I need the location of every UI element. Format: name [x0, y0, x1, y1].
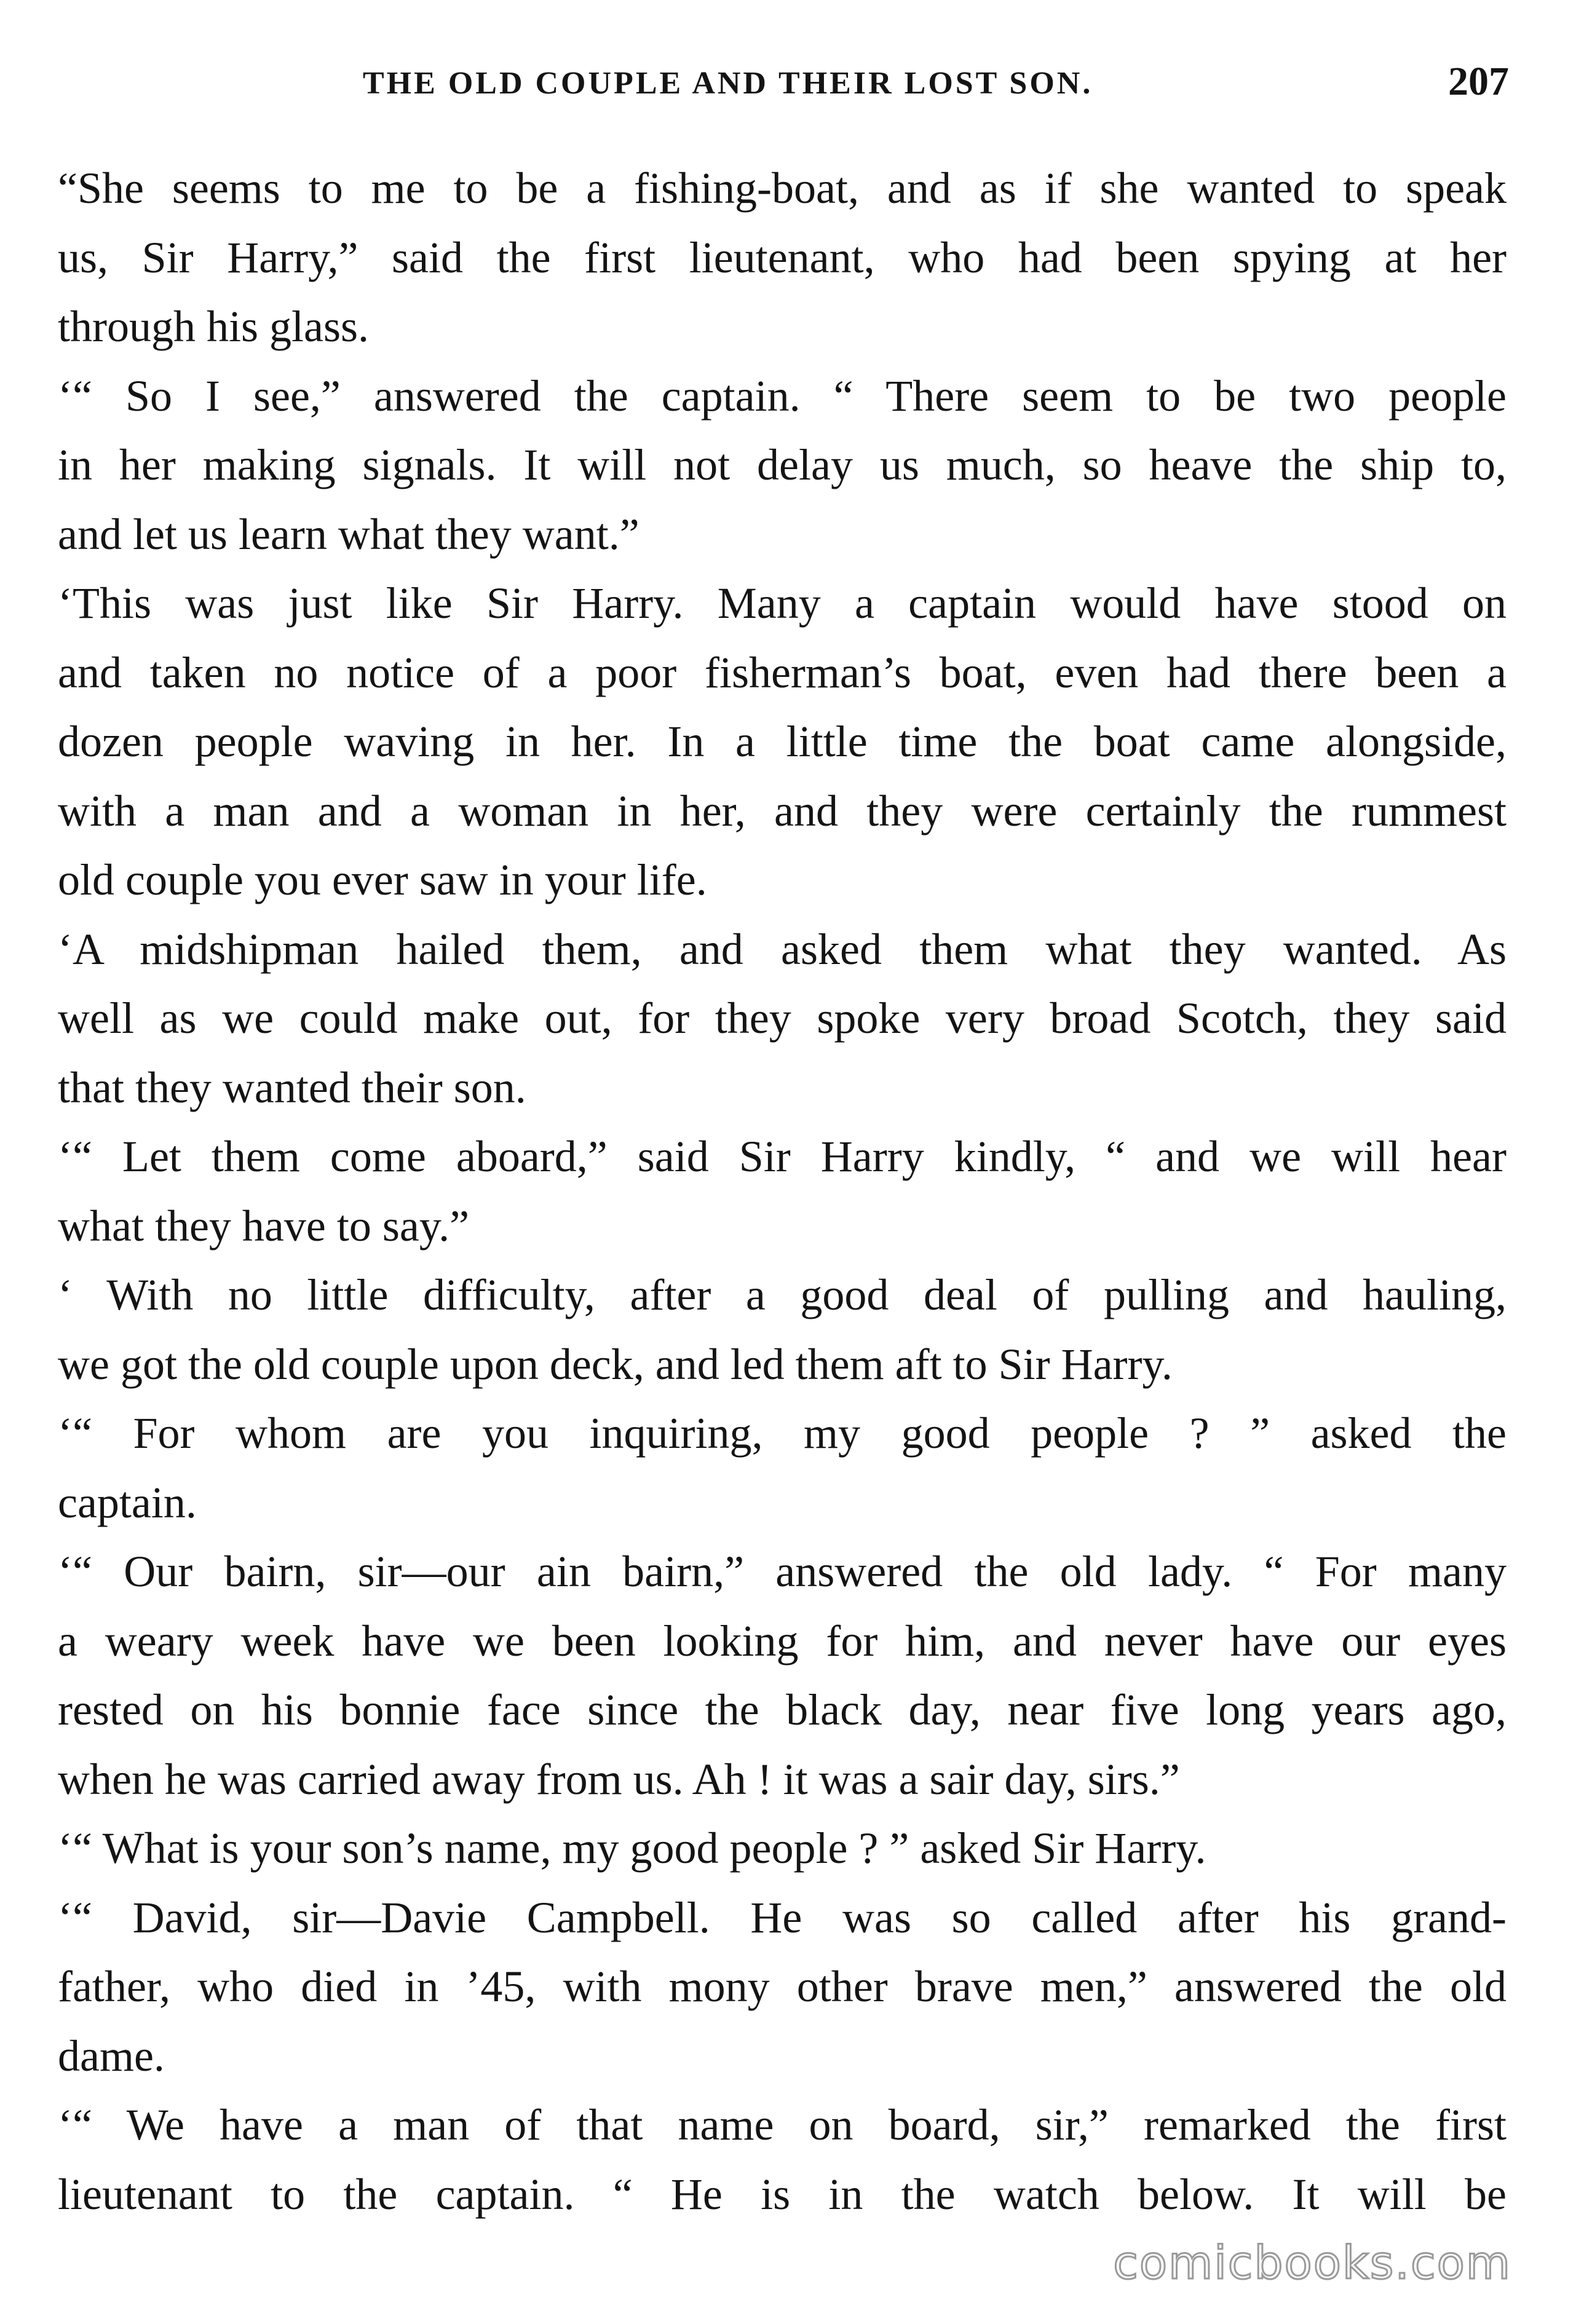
paragraph: [58, 1260, 1507, 1399]
paragraph: [58, 362, 1507, 569]
text-line: in her making signals. It will not delay us much, so heave the ship to,: [58, 440, 1507, 489]
paragraph: [58, 915, 1507, 1123]
text-line: dame.: [58, 2031, 165, 2081]
paragraph: [58, 1122, 1507, 1260]
body-text: [58, 154, 1507, 2229]
text-line: ‘“ Our bairn, sir—our ain bairn,” answered the old lady. “ For many: [58, 1547, 1507, 1596]
text-line: captain.: [58, 1477, 197, 1527]
paragraph: [58, 1814, 1507, 1883]
text-line: and let us learn what they want.”: [58, 509, 640, 559]
text-line: what they have to say.”: [58, 1201, 470, 1251]
page-number: 207: [1448, 59, 1509, 104]
text-line: ‘A midshipman hailed them, and asked them what they wanted. As: [58, 924, 1507, 974]
text-line: we got the old couple upon deck, and led them aft to Sir Harry.: [58, 1339, 1173, 1389]
text-line: that they wanted their son.: [58, 1062, 526, 1112]
text-line: old couple you ever saw in your life.: [58, 855, 707, 904]
paragraph: [58, 2090, 1507, 2229]
text-line: lieutenant to the captain. “ He is in the watch below. It will be: [58, 2169, 1507, 2219]
text-line: ‘This was just like Sir Harry. Many a captain would have stood on: [58, 579, 1507, 628]
text-line: a weary week have we been looking for him, and never have our eyes: [58, 1616, 1507, 1666]
text-line: ‘“ What is your son’s name, my good people ? ” asked Sir Harry.: [58, 1824, 1206, 1873]
text-line: ‘“ David, sir—Davie Campbell. He was so called after his grand-: [58, 1892, 1507, 1942]
text-line: dozen people waving in her. In a little time the boat came alongside,: [58, 717, 1507, 766]
text-line: and taken no notice of a poor fisherman’s boat, even had there been a: [58, 647, 1507, 697]
text-line: ‘“ We have a man of that name on board, sir,” remarked the first: [58, 2100, 1507, 2149]
paragraph: [58, 569, 1507, 915]
text-line: us, Sir Harry,” said the first lieutenant, who had been spying at her: [58, 232, 1507, 282]
paragraph: [58, 1883, 1507, 2091]
text-line: father, who died in ’45, with mony other brave men,” answered the old: [58, 1962, 1507, 2011]
text-line: ‘ With no little difficulty, after a good deal of pulling and hauling,: [58, 1270, 1507, 1319]
text-line: ‘“ So I see,” answered the captain. “ There seem to be two people: [58, 371, 1507, 421]
text-line: rested on his bonnie face since the black day, near five long years ago,: [58, 1685, 1507, 1734]
text-line: with a man and a woman in her, and they were certainly the rummest: [58, 786, 1507, 836]
text-line: through his glass.: [58, 302, 370, 351]
running-title: THE OLD COUPLE AND THEIR LOST SON.: [363, 66, 1093, 101]
paragraph: [58, 1537, 1507, 1814]
text-line: well as we could make out, for they spoke very broad Scotch, they said: [58, 994, 1507, 1043]
text-line: ‘“ Let them come aboard,” said Sir Harry kindly, “ and we will hear: [58, 1132, 1507, 1181]
paragraph: [58, 1399, 1507, 1537]
text-line: ‘“ For whom are you inquiring, my good people ? ” asked the: [58, 1409, 1507, 1458]
watermark: comicbooks.com: [1113, 2237, 1511, 2290]
paragraph: [58, 154, 1507, 362]
text-line: when he was carried away from us. Ah ! it was a sair day, sirs.”: [58, 1754, 1180, 1804]
text-line: “She seems to me to be a fishing-boat, and as if she wanted to speak: [58, 164, 1507, 213]
